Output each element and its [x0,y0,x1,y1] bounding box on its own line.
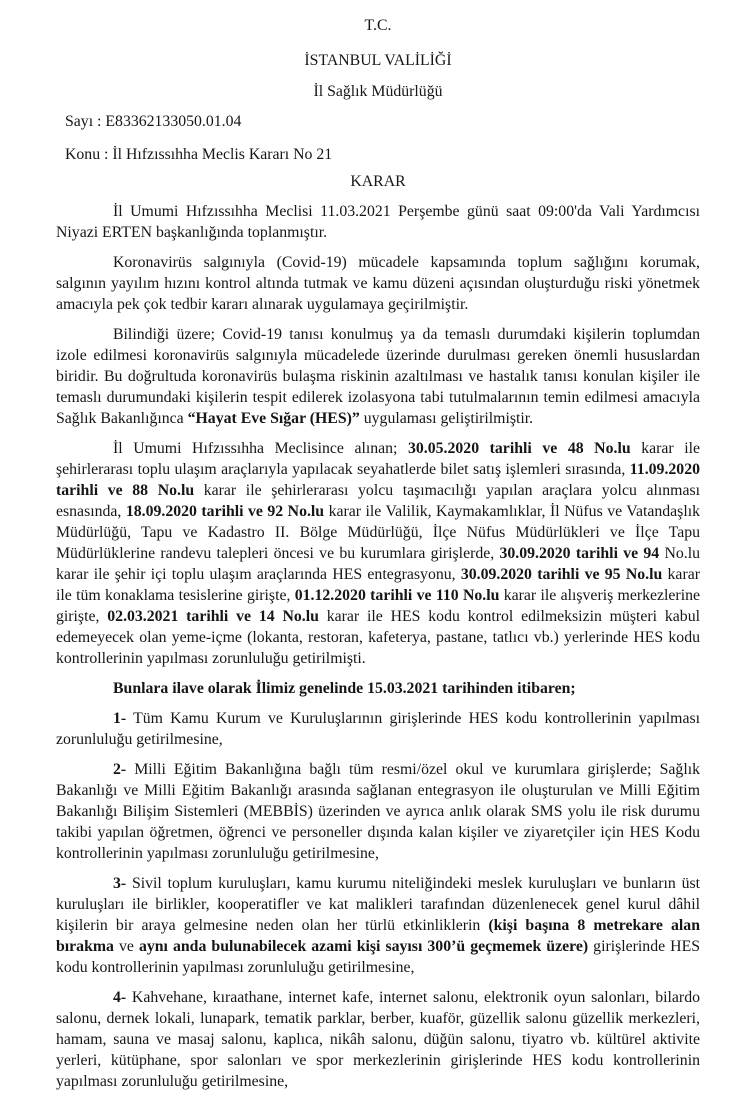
header-department: İl Sağlık Müdürlüğü [313,83,443,100]
text-run: Koronavirüs salgınıyla (Covid-19) mücadele kapsamında toplum sağlığını korumak, salgının yayılım hızını kontrol altında tutmak ve kamu düzeni açısından oluşturduğu riski yönetmek amacıyla pek çok tedbir kararı alınarak uygulamaya geçirilmiştir. [56,254,700,313]
text-run: 1- [113,710,127,727]
text-run: ve [113,938,139,955]
text-run: 2- [113,761,127,778]
text-run: 18.09.2020 tarihli ve 92 No.lu [125,503,325,520]
text-run: karar ile şehirlerarası yolcu taşımacılığı yapılan araçlara yolcu alınması esnasında, [56,482,700,520]
konu-label: Konu : [65,146,109,163]
text-run: aynı anda bulunabilecek azami kişi sayısı 300’ü geçmemek üzere) [138,938,589,955]
text-run: girişlerinde HES kodu kontrollerinin yapılması zorunluluğu getirilmesine, [56,938,701,976]
text-run: uygulaması geliştirilmiştir. [359,410,534,427]
text-run: 30.09.2020 tarihli ve 95 No.lu [460,566,663,583]
text-run: Kahvehane, kıraathane, internet kafe, internet salonu, elektronik oyun salonları, bilardo salonu, dernek lokali, lunapark, tematik parklar, berber, kuaför, güzellik salonu güzellik merkezleri, hamam, sauna ve masaj salonu, kaplıca, nikâh salonu, düğün salonu, tiyatro vb. kültürel aktivite yerleri, kütüphane, spor salonları ve spor merkezlerinin girişlerinde HES kodu kontrollerinin yapılması zorunluluğu getirilmesine, [56,989,700,1090]
text-run: Bilindiği üzere; Covid-19 tanısı konulmuş ya da temaslı durumdaki kişilerin toplumdan izole edilmesi koronavirüs salgınıyla mücadelede üzerinde durulması gereken önemli hususlardan biridir. Bu doğrultuda koronavirüs bulaşma riskinin azaltılması ve hastalık tanısı konulan kişiler ile temaslı durumundaki kişilerin tespit edilerek izolasyona tabi tutulmalarının temin edilmesi amacıyla Sağlık Bakanlığınca [56,326,700,427]
text-run: 4- [113,989,127,1006]
decision-item-2 [56,759,700,864]
decision-item-1 [56,708,700,750]
text-run: Sivil toplum kuruluşları, kamu kurumu niteliğindeki meslek kuruluşları ve bunların üst kuruluşları ile birlikler, kooperatifler ve kat malikleri tarafından düzenlenecek genel kurul dâhil kişilerin bir araya gelmesine neden olan her türlü etkinliklerin [56,875,700,934]
text-run: Milli Eğitim Bakanlığına bağlı tüm resmi/özel okul ve kurumlara girişlerde; Sağlık Bakanlığı ve Milli Eğitim Bakanlığı arasında sağlanan entegrasyon ile oluşturulan ve Milli Eğitim Bakanlığı Bilişim Sistemleri (MEBBİS) üzerinden ve ayrıca anlık olarak SMS yolu ile risk durumu takibi yapılan öğretmen, öğrenci ve personeller dışında kalan kişiler ve ziyaretçiler için HES Kodu kontrollerinin yapılması zorunluluğu getirilmesine, [56,761,700,862]
text-run: Bunlara ilave olarak İlimiz genelinde 15.03.2021 tarihinden itibaren; [113,680,576,697]
text-run: “Hayat Eve Sığar (HES)” [187,410,360,427]
text-run: karar ile tüm konaklama tesislerine girişte, [56,566,700,604]
decision-item-4 [56,987,700,1092]
decision-item-3 [56,873,700,978]
heading-new-measures [56,678,700,699]
konu-value: İl Hıfzıssıhha Meclis Kararı No 21 [112,146,333,163]
paragraph-hes-background [56,324,700,429]
text-run: karar ile şehirlerarası toplu ulaşım araçlarıyla yapılacak seyahatlerde bilet satış işlemleri sırasında, [56,440,700,478]
text-run: 30.05.2020 tarihli ve 48 No.lu [408,440,631,457]
text-run: İl Umumi Hıfzıssıhha Meclisince alınan; [113,440,408,457]
paragraph-meeting-intro [56,201,700,243]
text-run: 11.09.2020 tarihli ve 88 No.lu [56,461,700,499]
decision-title: KARAR [350,173,406,190]
header-country: T.C. [364,17,392,34]
text-run: 3- [113,875,127,892]
sayi-value: E83362133050.01.04 [105,113,242,130]
text-run: karar ile HES kodu kontrol edilmeksizin müşteri kabul edemeyecek olan yeme-içme (lokanta, restoran, kafeterya, pastane, tatlıcı vb.) yerlerinde HES kodu kontrollerinin yapılması zorunluluğu getirilmişti. [56,608,700,667]
text-run: 30.09.2020 tarihli ve 94 [499,545,660,562]
text-run: 02.03.2021 tarihli ve 14 No.lu [107,608,319,625]
text-run: karar ile alışveriş merkezlerine girişte, [56,587,700,625]
paragraph-covid-measures-intro [56,252,700,315]
paragraph-previous-decisions [56,438,700,669]
text-run: (kişi başına 8 metrekare alan bırakma [56,917,700,955]
text-run: Tüm Kamu Kurum ve Kuruluşlarının girişlerinde HES kodu kontrollerinin yapılması zorunluluğu getirilmesine, [56,710,700,748]
document-number-line [56,111,700,132]
header-authority: İSTANBUL VALİLİĞİ [304,52,452,69]
text-run: İl Umumi Hıfzıssıhha Meclisi 11.03.2021 Perşembe günü saat 09:00'da Vali Yardımcısı Niyazi ERTEN başkanlığında toplanmıştır. [56,203,700,241]
sayi-label: Sayı : [65,113,102,130]
text-run: No.lu karar ile şehir içi toplu ulaşım araçlarında HES entegrasyonu, [56,545,701,583]
text-run: 01.12.2020 tarihli ve 110 No.lu [294,587,500,604]
text-run: karar ile Valilik, Kaymakamlıklar, İl Nüfus ve Vatandaşlık Müdürlüğü, Tapu ve Kadastro II. Bölge Müdürlüğü, İlçe Nüfus Müdürlükleri ve İlçe Tapu Müdürlüklerine randevu talepleri öncesi ve bu kurumlara girişlerde, [56,503,700,562]
document-subject-line [56,144,700,165]
